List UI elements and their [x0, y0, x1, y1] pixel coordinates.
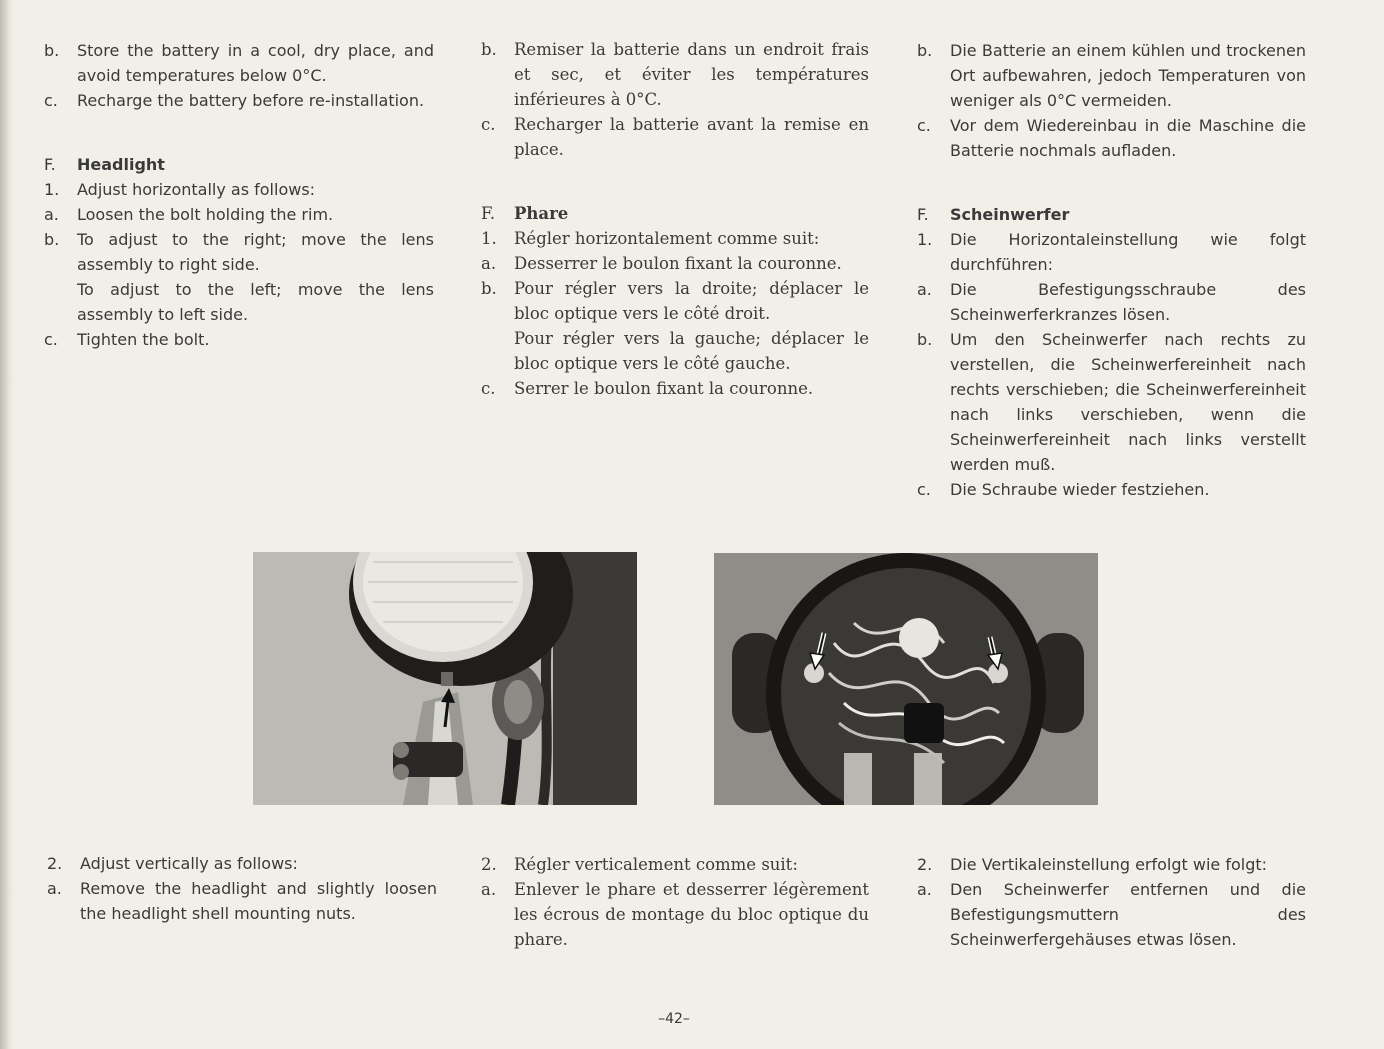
- fr-step-1c: c. Serrer le boulon fixant la couronne.: [481, 379, 814, 398]
- en-step-2a: a. Remove the headlight and slightly loosen the headlight shell mounting nuts.: [47, 879, 437, 923]
- de-step-2a: a. Den Scheinwerfer entfernen und die Befestigungsmuttern des Scheinwerfergehäuses etwas lösen.: [917, 880, 1306, 949]
- de-step-2: 2. Die Vertikaleinstellung erfolgt wie folgt:: [917, 855, 1268, 874]
- en-section-heading: F. Headlight: [44, 155, 165, 174]
- en-step-1c: c. Tighten the bolt.: [44, 330, 210, 349]
- french-column-bottom: [481, 852, 869, 952]
- de-battery-c: c. Vor dem Wiedereinbau in die Maschine die Batterie nochmals aufladen.: [917, 116, 1306, 160]
- fr-step-2: 2. Régler verticalement comme suit:: [481, 855, 798, 874]
- fr-battery-b: b. Remiser la batterie dans un endroit frais et sec, et éviter les températures inférieures à 0°C.: [481, 40, 869, 109]
- en-battery-c: c. Recharge the battery before re-installation.: [44, 91, 425, 110]
- de-section-heading: F. Scheinwerfer: [917, 205, 1070, 224]
- de-step-1b: b. Um den Scheinwerfer nach rechts zu verstellen, die Scheinwerfereinheit nach rechts verschieben; die Scheinwerfereinheit nach links verschieben, wenn die Scheinwerfereinheit nach links verstellt werden muß.: [917, 330, 1306, 474]
- en-step-1: 1. Adjust horizontally as follows:: [44, 180, 316, 199]
- french-column-top: [481, 37, 869, 401]
- fr-section-heading: F. Phare: [481, 204, 569, 223]
- en-step-1a: a. Loosen the bolt holding the rim.: [44, 205, 334, 224]
- german-column-bottom: [917, 852, 1306, 952]
- english-column-bottom: [47, 851, 437, 926]
- en-battery-b: b. Store the battery in a cool, dry place, and avoid temperatures below 0°C.: [44, 41, 434, 85]
- fr-step-1b-continued: Pour régler vers la gauche; déplacer le bloc optique vers le côté gauche.: [514, 329, 869, 373]
- german-column-top: [917, 38, 1306, 502]
- fr-step-1a: a. Desserrer le boulon fixant la couronne.: [481, 254, 842, 273]
- de-battery-b: b. Die Batterie an einem kühlen und trockenen Ort aufbewahren, jedoch Temperaturen von weniger als 0°C vermeiden.: [917, 41, 1306, 110]
- headlight-side-photo: [253, 552, 637, 805]
- de-step-1a: a. Die Befestigungsschraube des Scheinwerferkranzes lösen.: [917, 280, 1306, 324]
- en-step-2: 2. Adjust vertically as follows:: [47, 854, 298, 873]
- fr-step-2a: a. Enlever le phare et desserrer légèrement les écrous de montage du bloc optique du phare.: [481, 880, 869, 949]
- fr-step-1: 1. Régler horizontalement comme suit:: [481, 229, 820, 248]
- page-binding-shadow: [0, 0, 14, 1049]
- page-number: –42–: [658, 1011, 690, 1027]
- de-step-1: 1. Die Horizontaleinstellung wie folgt durchführen:: [917, 230, 1306, 274]
- en-step-1b: b. To adjust to the right; move the lens assembly to right side.: [44, 230, 434, 274]
- fr-battery-c: c. Recharger la batterie avant la remise en place.: [481, 115, 869, 159]
- en-step-1b-continued: To adjust to the left; move the lens assembly to left side.: [77, 280, 434, 324]
- fr-step-1b: b. Pour régler vers la droite; déplacer le bloc optique vers le côté droit.: [481, 279, 869, 323]
- english-column-top: [44, 38, 434, 352]
- de-step-1c: c. Die Schraube wieder festziehen.: [917, 480, 1210, 499]
- headlight-shell-interior-photo: [714, 553, 1098, 805]
